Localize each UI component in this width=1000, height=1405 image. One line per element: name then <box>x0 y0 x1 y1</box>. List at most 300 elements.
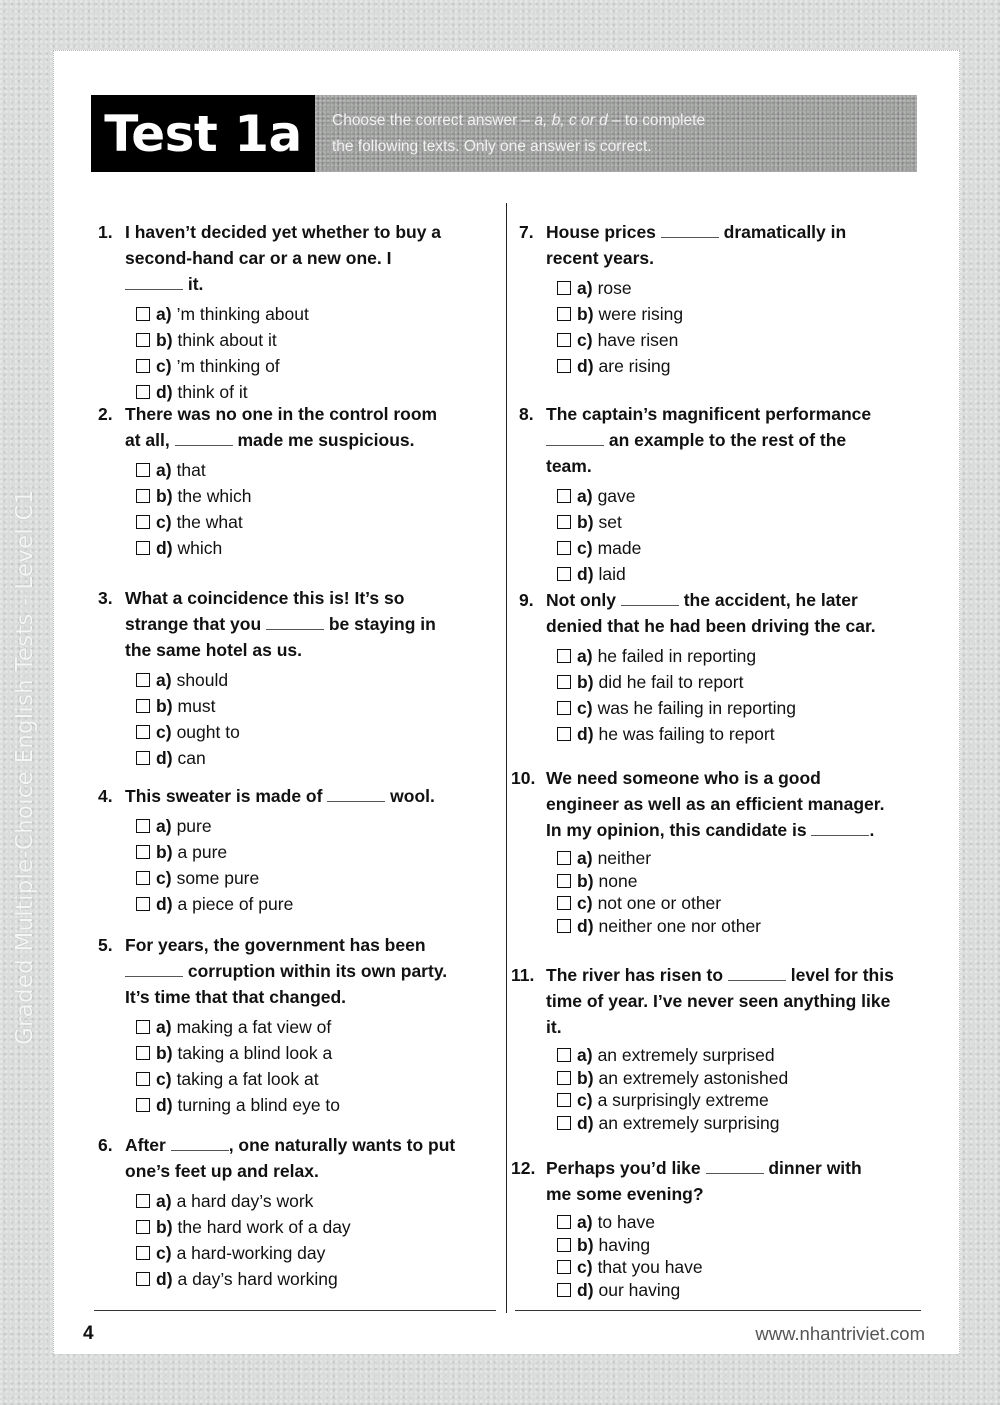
question-text-after-blank: dramatically in recent years. <box>546 222 847 268</box>
checkbox-icon[interactable] <box>136 845 150 859</box>
question-body <box>546 401 889 479</box>
worksheet-page <box>53 50 960 1354</box>
question-text-before-blank: Not only <box>546 590 621 610</box>
question-text <box>511 1155 891 1207</box>
answer-option[interactable] <box>557 1112 929 1135</box>
answer-option[interactable] <box>136 865 498 891</box>
option-text: to have <box>597 1212 655 1232</box>
answer-option[interactable] <box>136 1240 498 1266</box>
option-text: think of it <box>177 382 248 402</box>
answer-option[interactable] <box>557 847 929 870</box>
option-letter: d) <box>156 1269 173 1289</box>
answer-option[interactable] <box>557 535 929 561</box>
question-number: 8. <box>519 404 534 424</box>
option-text: making a fat view of <box>176 1017 332 1037</box>
question-text-before-blank: I haven’t decided yet whether to buy a second-hand car or a new one. I <box>125 222 442 268</box>
answer-option[interactable] <box>557 1211 929 1234</box>
option-text: our having <box>598 1279 681 1300</box>
answer-option[interactable] <box>136 693 498 719</box>
question-text-after-blank: it. <box>183 274 204 294</box>
option-text: not one or other <box>597 893 722 913</box>
checkbox-icon[interactable] <box>136 871 150 885</box>
question-text <box>98 783 458 809</box>
checkbox-icon[interactable] <box>557 515 571 529</box>
question-number: 3. <box>98 588 113 608</box>
answer-option[interactable] <box>136 1092 498 1118</box>
option-letter: c) <box>156 1069 172 1089</box>
option-letter: b) <box>156 842 173 862</box>
question-text <box>519 219 889 271</box>
answer-option[interactable] <box>557 870 929 893</box>
question-text <box>98 219 453 297</box>
option-letter: c) <box>577 893 593 913</box>
test-title: Test 1a <box>91 95 315 172</box>
answer-option[interactable] <box>557 275 929 301</box>
question-body <box>546 962 896 1040</box>
answer-option[interactable] <box>557 1089 929 1112</box>
checkbox-icon[interactable] <box>136 385 150 399</box>
checkbox-icon[interactable] <box>557 1093 571 1107</box>
answer-options <box>136 457 498 561</box>
question-number: 4. <box>98 786 113 806</box>
answer-options <box>557 483 929 587</box>
answer-option[interactable] <box>136 891 498 917</box>
question-11 <box>511 962 929 1134</box>
question-text <box>519 401 889 479</box>
question-4 <box>98 783 498 917</box>
checkbox-icon[interactable] <box>557 1215 571 1229</box>
question-text-after-blank: . <box>869 820 875 840</box>
answer-option[interactable] <box>136 535 498 561</box>
question-5 <box>98 932 498 1118</box>
option-letter: b) <box>156 696 173 716</box>
answer-options <box>136 813 498 917</box>
question-8 <box>519 401 929 587</box>
option-letter: a) <box>156 460 172 480</box>
checkbox-icon[interactable] <box>557 359 571 373</box>
option-text: can <box>177 748 206 768</box>
option-letter: c) <box>156 868 172 888</box>
question-12 <box>511 1155 929 1301</box>
option-letter: c) <box>577 698 593 718</box>
checkbox-icon[interactable] <box>557 567 571 581</box>
option-letter: a) <box>577 278 593 298</box>
checkbox-icon[interactable] <box>136 673 150 687</box>
option-letter: c) <box>577 1257 593 1277</box>
option-letter: b) <box>156 1043 173 1063</box>
question-number: 5. <box>98 935 113 955</box>
answer-option[interactable] <box>136 1214 498 1240</box>
option-letter: d) <box>156 1095 173 1115</box>
answer-blank <box>546 429 604 446</box>
option-text: set <box>598 512 622 532</box>
option-letter: c) <box>577 538 593 558</box>
option-letter: d) <box>577 1279 594 1300</box>
answer-blank <box>728 964 786 981</box>
option-letter: b) <box>577 672 594 692</box>
answer-option[interactable] <box>557 643 929 669</box>
option-text: a day’s hard working <box>177 1269 338 1289</box>
question-body <box>125 401 453 453</box>
question-text-after-blank: dinner with me some evening? <box>546 1158 862 1204</box>
question-text-after-blank: the accident, he later denied that he had been driving the car. <box>546 590 876 636</box>
answer-option[interactable] <box>557 915 929 938</box>
instruction-text-1: Choose the correct answer – <box>332 112 535 129</box>
option-letter: d) <box>577 915 594 936</box>
answer-option[interactable] <box>557 561 929 587</box>
option-text: neither one nor other <box>598 915 762 936</box>
option-text: the what <box>176 512 243 532</box>
question-number: 6. <box>98 1135 113 1155</box>
checkbox-icon[interactable] <box>136 751 150 765</box>
checkbox-icon[interactable] <box>136 489 150 503</box>
checkbox-icon[interactable] <box>557 541 571 555</box>
option-text: ought to <box>176 722 240 742</box>
checkbox-icon[interactable] <box>136 725 150 739</box>
instructions <box>315 95 917 172</box>
answer-option[interactable] <box>136 301 498 327</box>
option-letter: b) <box>577 1234 594 1255</box>
answer-options <box>557 1211 929 1301</box>
checkbox-icon[interactable] <box>557 851 571 865</box>
option-letter: d) <box>156 382 173 402</box>
option-text: are rising <box>598 356 671 376</box>
page-number: 4 <box>83 1323 94 1344</box>
checkbox-icon[interactable] <box>557 919 571 933</box>
option-letter: b) <box>156 330 173 350</box>
answer-option[interactable] <box>557 892 929 915</box>
checkbox-icon[interactable] <box>136 897 150 911</box>
checkbox-icon[interactable] <box>136 1272 150 1286</box>
option-text: turning a blind eye to <box>177 1095 341 1115</box>
option-letter: c) <box>156 1243 172 1263</box>
option-text: have risen <box>597 330 679 350</box>
answer-options <box>557 643 929 747</box>
checkbox-icon[interactable] <box>557 333 571 347</box>
option-letter: a) <box>156 670 172 690</box>
answer-options <box>136 301 498 405</box>
option-text: made <box>597 538 642 558</box>
option-text: taking a fat look at <box>176 1069 319 1089</box>
option-text: taking a blind look a <box>177 1043 333 1063</box>
checkbox-icon[interactable] <box>136 1098 150 1112</box>
checkbox-icon[interactable] <box>557 1116 571 1130</box>
option-text: an extremely surprising <box>598 1112 780 1133</box>
answer-options <box>557 275 929 379</box>
answer-option[interactable] <box>136 457 498 483</box>
answer-option[interactable] <box>136 327 498 353</box>
checkbox-icon[interactable] <box>136 819 150 833</box>
checkbox-icon[interactable] <box>557 1283 571 1297</box>
option-letter: b) <box>156 486 173 506</box>
answer-option[interactable] <box>136 667 498 693</box>
option-text: that <box>176 460 206 480</box>
option-letter: d) <box>156 748 173 768</box>
answer-option[interactable] <box>136 1188 498 1214</box>
checkbox-icon[interactable] <box>557 1238 571 1252</box>
checkbox-icon[interactable] <box>136 541 150 555</box>
checkbox-icon[interactable] <box>136 359 150 373</box>
option-letter: c) <box>577 330 593 350</box>
answer-option[interactable] <box>136 509 498 535</box>
question-body <box>125 585 458 663</box>
option-text: gave <box>597 486 636 506</box>
answer-blank <box>266 613 324 630</box>
question-number: 9. <box>519 590 534 610</box>
column-divider <box>506 203 507 1313</box>
option-text: that you have <box>597 1257 703 1277</box>
checkbox-icon[interactable] <box>557 874 571 888</box>
question-body <box>125 932 453 1010</box>
question-text-before-blank: Perhaps you’d like <box>546 1158 706 1178</box>
option-text: laid <box>598 564 626 584</box>
answer-option[interactable] <box>136 839 498 865</box>
option-letter: a) <box>577 848 593 868</box>
checkbox-icon[interactable] <box>557 489 571 503</box>
answer-option[interactable] <box>557 721 929 747</box>
question-text-after-blank: made me suspicious. <box>232 430 415 450</box>
answer-option[interactable] <box>136 813 498 839</box>
answer-options <box>557 1044 929 1134</box>
question-text-after-blank: level for this time of year. I’ve never seen anything like it. <box>546 965 894 1037</box>
option-letter: c) <box>156 356 172 376</box>
option-letter: a) <box>577 1212 593 1232</box>
answer-option[interactable] <box>557 695 929 721</box>
checkbox-icon[interactable] <box>136 463 150 477</box>
option-text: ’m thinking about <box>176 304 309 324</box>
question-text <box>98 401 453 453</box>
checkbox-icon[interactable] <box>136 1072 150 1086</box>
option-text: pure <box>176 816 212 836</box>
checkbox-icon[interactable] <box>557 675 571 689</box>
answer-option[interactable] <box>557 483 929 509</box>
checkbox-icon[interactable] <box>557 896 571 910</box>
option-letter: c) <box>156 512 172 532</box>
answer-blank <box>811 819 869 836</box>
answer-options <box>557 847 929 937</box>
option-text: a piece of pure <box>177 894 294 914</box>
option-letter: b) <box>577 1067 594 1088</box>
question-text <box>519 587 899 639</box>
option-text: he failed in reporting <box>597 646 757 666</box>
option-text: ’m thinking of <box>176 356 280 376</box>
option-text: a hard day’s work <box>176 1191 314 1211</box>
option-letter: d) <box>577 724 594 744</box>
answer-option[interactable] <box>136 719 498 745</box>
question-body <box>546 1155 891 1207</box>
option-letter: a) <box>156 1017 172 1037</box>
answer-blank <box>171 1134 229 1151</box>
option-text: a hard-working day <box>176 1243 326 1263</box>
option-text: having <box>598 1234 651 1255</box>
checkbox-icon[interactable] <box>557 1260 571 1274</box>
book-series-side-text: Graded Multiple-Choice English Tests - Level C1 <box>12 489 38 1045</box>
option-text: were rising <box>598 304 684 324</box>
answer-option[interactable] <box>557 1279 929 1302</box>
option-letter: b) <box>577 512 594 532</box>
question-body <box>546 219 889 271</box>
answer-blank <box>327 785 385 802</box>
question-text-before-blank: The river has risen to <box>546 965 728 985</box>
answer-option[interactable] <box>557 301 929 327</box>
answer-option[interactable] <box>557 509 929 535</box>
question-1 <box>98 219 498 405</box>
answer-option[interactable] <box>557 353 929 379</box>
answer-option[interactable] <box>557 327 929 353</box>
checkbox-icon[interactable] <box>557 281 571 295</box>
checkbox-icon[interactable] <box>557 1048 571 1062</box>
question-body <box>546 765 891 843</box>
answer-blank <box>125 960 183 977</box>
option-letter: c) <box>577 1090 593 1110</box>
checkbox-icon[interactable] <box>136 333 150 347</box>
option-letter: d) <box>156 894 173 914</box>
option-letter: a) <box>156 304 172 324</box>
option-text: an extremely surprised <box>597 1045 775 1065</box>
question-number: 7. <box>519 222 534 242</box>
bottom-rule-left <box>94 1310 496 1311</box>
question-text <box>98 1132 458 1184</box>
question-text-after-blank: corruption within its own party. It’s time that that changed. <box>125 961 448 1007</box>
option-text: rose <box>597 278 632 298</box>
answer-option[interactable] <box>557 1256 929 1279</box>
question-3 <box>98 585 498 771</box>
question-text-after-blank: wool. <box>385 786 435 806</box>
answer-option[interactable] <box>136 1014 498 1040</box>
option-letter: b) <box>156 1217 173 1237</box>
question-text <box>511 962 896 1040</box>
answer-option[interactable] <box>557 1044 929 1067</box>
question-text <box>98 585 458 663</box>
question-body <box>125 219 453 297</box>
question-number: 10. <box>511 768 536 788</box>
option-text: none <box>598 870 638 891</box>
checkbox-icon[interactable] <box>136 699 150 713</box>
instruction-letters: a, b, c or d <box>534 112 608 129</box>
question-body <box>546 587 899 639</box>
instruction-text-2: – to complete <box>607 112 706 129</box>
answer-blank <box>661 221 719 238</box>
question-text <box>511 765 891 843</box>
question-text-before-blank: House prices <box>546 222 661 242</box>
checkbox-icon[interactable] <box>136 307 150 321</box>
option-letter: d) <box>577 356 594 376</box>
answer-options <box>136 667 498 771</box>
option-letter: c) <box>156 722 172 742</box>
option-text: the which <box>177 486 252 506</box>
question-text <box>98 932 453 1010</box>
question-text-after-blank: be staying in the same hotel as us. <box>125 614 436 660</box>
option-text: an extremely astonished <box>598 1067 789 1088</box>
test-header <box>91 95 917 172</box>
option-letter: a) <box>156 1191 172 1211</box>
option-text: which <box>177 538 223 558</box>
question-text-before-blank: After <box>125 1135 171 1155</box>
answer-options <box>136 1014 498 1118</box>
option-letter: b) <box>577 304 594 324</box>
answer-option[interactable] <box>557 669 929 695</box>
checkbox-icon[interactable] <box>136 1246 150 1260</box>
question-text-before-blank: We need someone who is a good engineer as well as an efficient manager. In my opinion, this candidate is <box>546 768 885 840</box>
option-text: was he failing in reporting <box>597 698 797 718</box>
checkbox-icon[interactable] <box>557 701 571 715</box>
option-letter: b) <box>577 870 594 891</box>
bottom-rule-right <box>515 1310 921 1311</box>
answer-option[interactable] <box>136 1040 498 1066</box>
option-text: neither <box>597 848 652 868</box>
answer-blank <box>706 1157 764 1174</box>
checkbox-icon[interactable] <box>557 727 571 741</box>
checkbox-icon[interactable] <box>136 1046 150 1060</box>
question-text-before-blank: What a coincidence this is! It’s so strange that you <box>125 588 405 634</box>
question-text-after-blank: , one naturally wants to put one’s feet up and relax. <box>125 1135 456 1181</box>
website-link[interactable]: www.nhantriviet.com <box>755 1323 925 1344</box>
question-number: 11. <box>511 965 535 985</box>
checkbox-icon[interactable] <box>136 515 150 529</box>
question-2 <box>98 401 498 561</box>
option-letter: a) <box>577 1045 593 1065</box>
answer-options <box>136 1188 498 1292</box>
question-body <box>125 783 458 809</box>
question-7 <box>519 219 929 379</box>
checkbox-icon[interactable] <box>136 1194 150 1208</box>
question-10 <box>511 765 929 937</box>
option-text: did he fail to report <box>598 672 744 692</box>
option-text: should <box>176 670 229 690</box>
checkbox-icon[interactable] <box>136 1020 150 1034</box>
question-text-before-blank: For years, the government has been <box>125 935 426 955</box>
answer-blank <box>175 429 233 446</box>
answer-option[interactable] <box>136 1066 498 1092</box>
question-number: 1. <box>98 222 113 242</box>
question-text-after-blank: an example to the rest of the team. <box>546 430 847 476</box>
question-number: 2. <box>98 404 113 424</box>
answer-blank <box>125 273 183 290</box>
option-letter: d) <box>577 1112 594 1133</box>
checkbox-icon[interactable] <box>557 1071 571 1085</box>
option-letter: d) <box>577 564 594 584</box>
instruction-text-3: the following texts. Only one answer is correct. <box>332 138 652 155</box>
option-text: the hard work of a day <box>177 1217 351 1237</box>
question-9 <box>519 587 929 747</box>
checkbox-icon[interactable] <box>557 307 571 321</box>
answer-option[interactable] <box>136 353 498 379</box>
answer-option[interactable] <box>557 1234 929 1257</box>
option-letter: a) <box>577 486 593 506</box>
answer-option[interactable] <box>136 745 498 771</box>
option-letter: d) <box>156 538 173 558</box>
checkbox-icon[interactable] <box>136 1220 150 1234</box>
question-text-before-blank: There was no one in the control room at all, <box>125 404 438 450</box>
question-number: 12. <box>511 1158 536 1178</box>
question-body <box>125 1132 458 1184</box>
answer-option[interactable] <box>136 483 498 509</box>
option-text: must <box>177 696 216 716</box>
option-letter: a) <box>577 646 593 666</box>
option-text: a pure <box>177 842 228 862</box>
answer-option[interactable] <box>136 1266 498 1292</box>
checkbox-icon[interactable] <box>557 649 571 663</box>
option-text: think about it <box>177 330 277 350</box>
answer-option[interactable] <box>557 1067 929 1090</box>
question-text-before-blank: This sweater is made of <box>125 786 328 806</box>
option-text: he was failing to report <box>598 724 775 744</box>
question-text-before-blank: The captain’s magnificent performance <box>546 404 872 424</box>
option-letter: a) <box>156 816 172 836</box>
answer-blank <box>621 589 679 606</box>
question-6 <box>98 1132 498 1292</box>
option-text: some pure <box>176 868 260 888</box>
